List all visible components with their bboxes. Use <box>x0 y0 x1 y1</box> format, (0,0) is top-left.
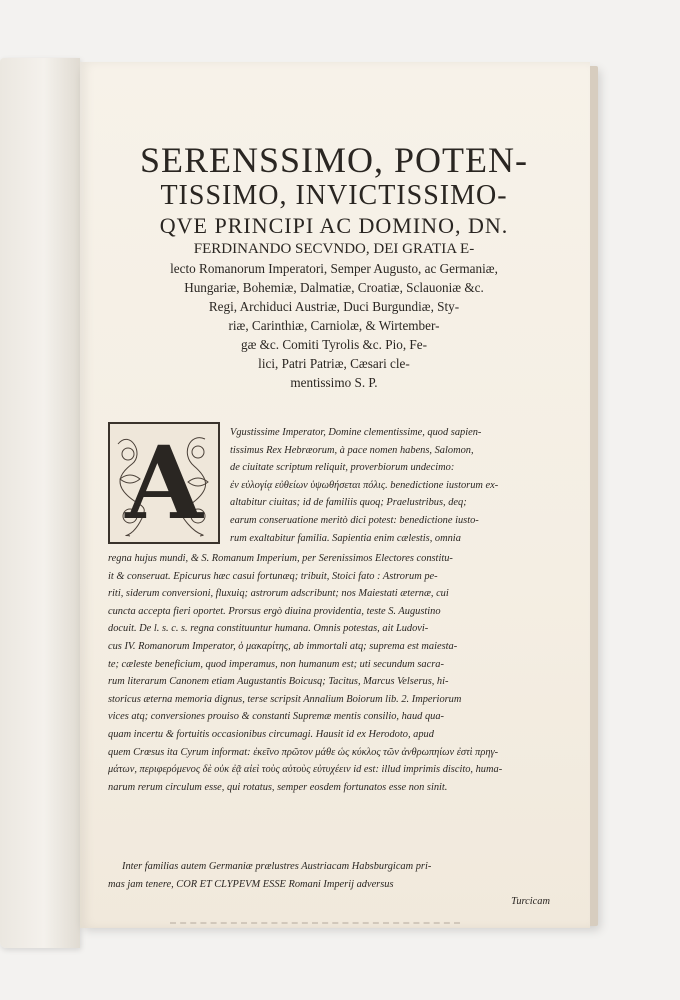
text-line: cus IV. Romanorum Imperator, ὁ μακαρίτης, ab immortali atq; suprema est maiesta- <box>108 640 458 652</box>
title-line: mentissimo S. P. <box>290 375 378 390</box>
text-line: riti, siderum conversioni, fluxuiq; astrorum adscribunt; nos Maiestati æternæ, cui <box>108 588 449 600</box>
title-line: gæ &c. Comiti Tyrolis &c. Pio, Fe- <box>240 337 428 352</box>
text-line: storicus æterna memoria dignus, terse scripsit Annalium Boiorum lib. 2. Imperiorum <box>108 693 462 705</box>
title-line: QVE PRINCIPI AC DOMINO, DN. <box>159 213 509 238</box>
title-line: lici, Patri Patriæ, Cæsari cle- <box>258 356 410 371</box>
text-line: altabitur ciuitas; id de familiis quoq; Praelustribus, deq; <box>230 497 467 509</box>
title-line: lecto Romanorum Imperatori, Semper Augusto, ac Germaniæ, <box>170 261 498 276</box>
body-text <box>108 550 550 796</box>
closing-paragraph <box>108 858 550 893</box>
text-line: docuit. De l. s. c. s. regna constituuntur humana. Omnis potestas, ait Ludovi- <box>108 623 429 635</box>
left-page-edge <box>0 58 80 948</box>
text-line: cuncta accepta fieri oportet. Prorsus ergò diuina providentia, teste S. Augustino <box>108 605 441 617</box>
title-line: TISSIMO, INVICTISSIMO- <box>160 180 508 211</box>
text-line: Inter familias autem Germaniæ prælustres Austriacam Habsburgicam pri- <box>122 861 432 872</box>
text-line: it & conseruat. Epicurus hæc casui fortunæq; tribuit, Stoici fato : Astrorum pe- <box>108 570 438 582</box>
initial-letter: A <box>125 424 203 542</box>
faint-stamp-mark <box>170 912 460 924</box>
text-line: quam incertu & fortuitis occasionibus circumagi. Hausit id ex Herodoto, apud <box>108 728 434 740</box>
catchword: Turcicam <box>511 896 550 907</box>
dedication-title <box>104 140 564 392</box>
title-line: SERENSSIMO, POTEN- <box>139 140 529 180</box>
body-text-beside-initial <box>230 424 550 547</box>
text-line: regna hujus mundi, & S. Romanum Imperium, per Serenissimos Electores constitu- <box>108 553 453 564</box>
text-line: rum exaltabitur familia. Sapientia enim cælestis, omnia <box>230 532 461 544</box>
decorated-initial-icon <box>108 422 220 544</box>
text-line: rum literarum Canonem etiam Augustantis Boicusq; Tacitus, Marcus Velserus, hi- <box>108 676 449 688</box>
title-line: Hungariæ, Bohemiæ, Dalmatiæ, Croatiæ, Sclauoniæ &c. <box>184 280 484 295</box>
text-line: vices atq; conversiones prouiso & constanti Supremæ mentis consilio, haud qua- <box>108 711 445 723</box>
title-line: Regi, Archiduci Austriæ, Duci Burgundiæ, Sty- <box>208 299 460 314</box>
text-line: μάτων, περιφερόμενος δὲ οὐκ ἐᾷ αἰεὶ τοὺς αὐτοὺς εὐτυχέειν id est: illud imprimis discito, huma- <box>108 764 503 776</box>
text-line: te; cæleste beneficium, quod imperamus, non humanum est; uti secundum sacra- <box>108 658 444 670</box>
text-line: mas jam tenere, COR ET CLYPEVM ESSE Romani Imperij adversus <box>108 878 394 890</box>
text-line: earum conseruatione meritò dici potest: benedictione iusto- <box>230 514 479 526</box>
text-line: quem Crœsus ita Cyrum informat: ἐκεῖνο πρῶτον μάθε ὡς κύκλος τῶν ἀνθρωπηίων ἐστὶ πρηγ- <box>108 746 499 758</box>
title-line: FERDINANDO SECVNDO, DEI GRATIA E- <box>193 241 475 257</box>
text-line: narum rerum circulum esse, qui rotatus, semper eosdem fortunatos esse non sinit. <box>108 781 448 793</box>
text-line: tissimus Rex Hebræorum, à pace nomen habens, Salomon, <box>230 444 474 456</box>
text-line: ἐν εὐλογίᾳ εὐθείων ὑψωθήσεται πόλις. benedictione iustorum ex- <box>230 479 499 491</box>
title-line: riæ, Carinthiæ, Carniolæ, & Wirtember- <box>228 318 440 333</box>
text-line: Vgustissime Imperator, Domine clementissime, quod sapien- <box>230 427 482 438</box>
text-line: de ciuitate scriptum reliquit, proverbiorum undecimo: <box>230 462 455 474</box>
book-page <box>80 62 590 928</box>
